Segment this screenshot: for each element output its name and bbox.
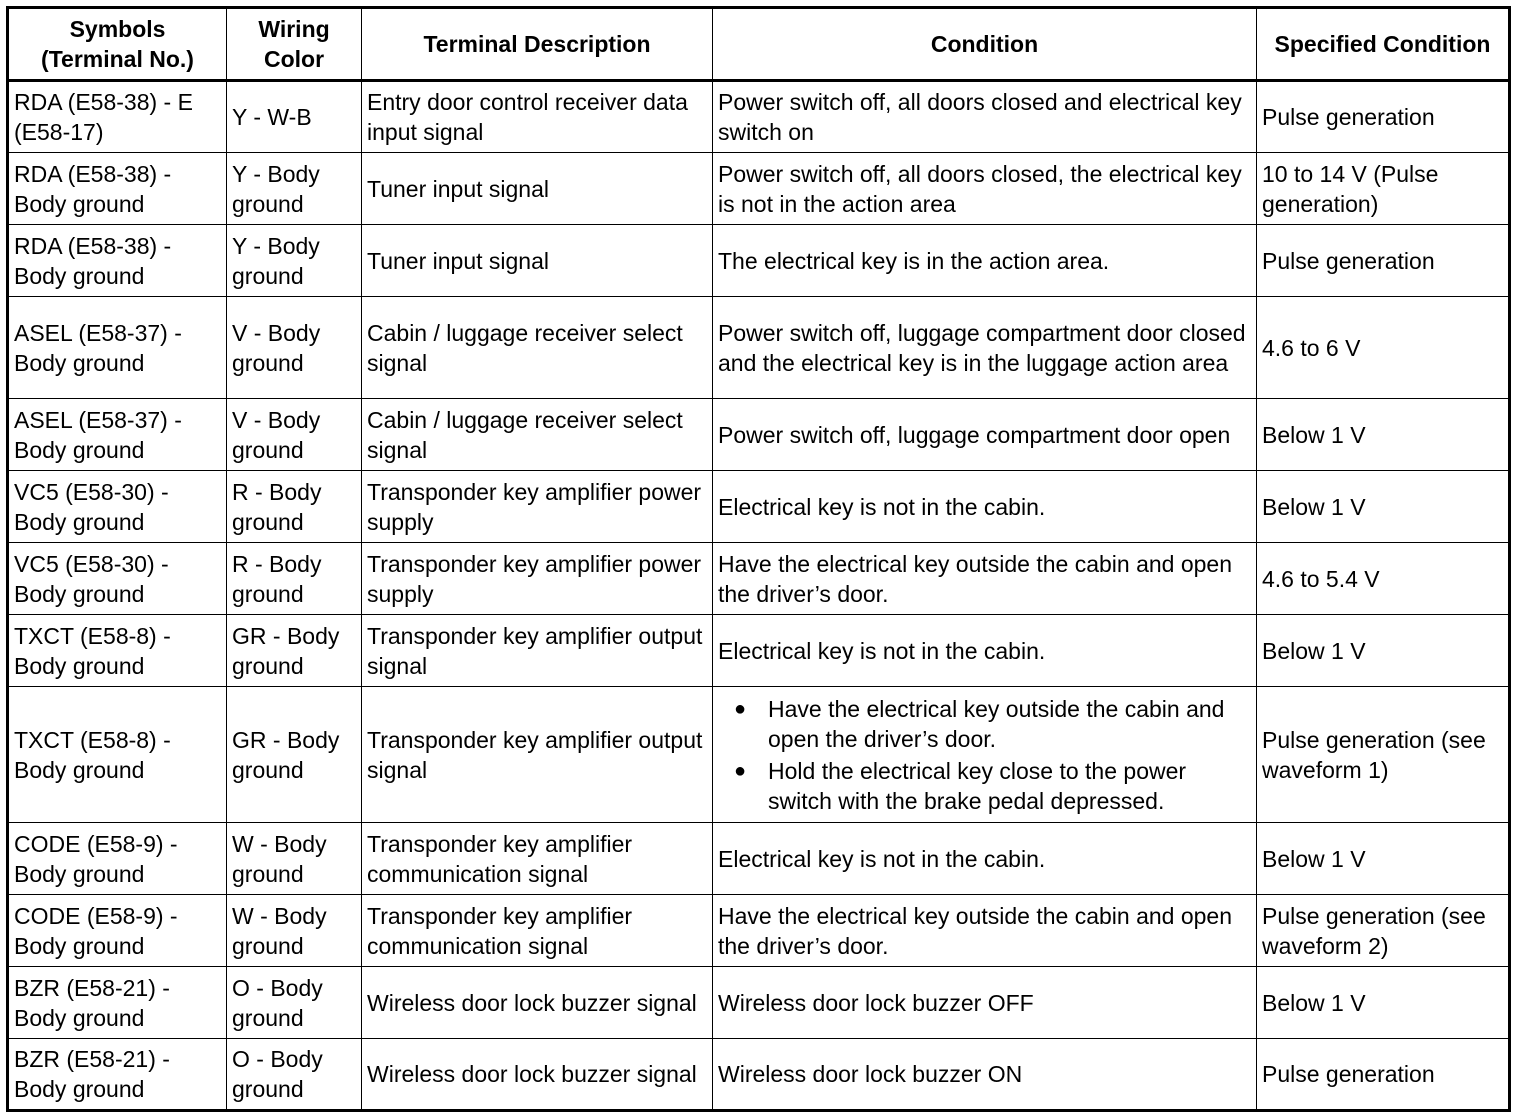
cell-symbols: RDA (E58-38) - Body ground xyxy=(8,225,227,297)
condition-list-item: ● Have the electrical key outside the cabin and open the driver’s door. xyxy=(718,694,1251,754)
cell-wiring-color: Y - W-B xyxy=(227,81,362,153)
table-header xyxy=(8,8,1510,81)
table-row xyxy=(8,823,1510,895)
cell-terminal-description: Transponder key amplifier power supply xyxy=(362,471,713,543)
cell-wiring-color: GR - Body ground xyxy=(227,615,362,687)
table-row xyxy=(8,1039,1510,1111)
header-row xyxy=(8,8,1510,81)
cell-terminal-description: Transponder key amplifier power supply xyxy=(362,543,713,615)
table-row xyxy=(8,687,1510,823)
cell-wiring-color: GR - Body ground xyxy=(227,687,362,823)
cell-specified-condition: Below 1 V xyxy=(1257,615,1510,687)
cell-specified-condition: Below 1 V xyxy=(1257,823,1510,895)
table-row xyxy=(8,615,1510,687)
header-wiring-line-2: Color xyxy=(263,46,325,72)
header-description-line-1: Terminal Description xyxy=(423,31,651,57)
cell-terminal-description: Wireless door lock buzzer signal xyxy=(362,1039,713,1111)
cell-condition: Power switch off, all doors closed, the electrical key is not in the action area xyxy=(713,153,1257,225)
cell-specified-condition: Below 1 V xyxy=(1257,471,1510,543)
cell-specified-condition: 4.6 to 6 V xyxy=(1257,297,1510,399)
cell-specified-condition: Pulse generation xyxy=(1257,1039,1510,1111)
cell-condition: The electrical key is in the action area. xyxy=(713,225,1257,297)
cell-wiring-color: O - Body ground xyxy=(227,967,362,1039)
cell-wiring-color: Y - Body ground xyxy=(227,225,362,297)
cell-symbols: BZR (E58-21) - Body ground xyxy=(8,967,227,1039)
table-row xyxy=(8,471,1510,543)
cell-symbols: TXCT (E58-8) - Body ground xyxy=(8,615,227,687)
header-symbols xyxy=(8,8,227,81)
cell-symbols: CODE (E58-9) - Body ground xyxy=(8,823,227,895)
condition-list xyxy=(718,694,1251,816)
cell-specified-condition: 10 to 14 V (Pulse generation) xyxy=(1257,153,1510,225)
cell-condition: Wireless door lock buzzer ON xyxy=(713,1039,1257,1111)
table-body xyxy=(8,81,1510,1111)
cell-symbols: RDA (E58-38) - E (E58-17) xyxy=(8,81,227,153)
cell-terminal-description: Cabin / luggage receiver select signal xyxy=(362,297,713,399)
cell-symbols: ASEL (E58-37) - Body ground xyxy=(8,399,227,471)
cell-specified-condition: Below 1 V xyxy=(1257,967,1510,1039)
cell-symbols: BZR (E58-21) - Body ground xyxy=(8,1039,227,1111)
table-row xyxy=(8,399,1510,471)
cell-wiring-color: W - Body ground xyxy=(227,823,362,895)
cell-wiring-color: W - Body ground xyxy=(227,895,362,967)
cell-wiring-color: V - Body ground xyxy=(227,297,362,399)
header-terminal-description xyxy=(362,8,713,81)
cell-symbols: RDA (E58-38) - Body ground xyxy=(8,153,227,225)
cell-condition: Power switch off, all doors closed and electrical key switch on xyxy=(713,81,1257,153)
cell-terminal-description: Transponder key amplifier output signal xyxy=(362,615,713,687)
cell-symbols: TXCT (E58-8) - Body ground xyxy=(8,687,227,823)
cell-condition: Have the electrical key outside the cabin and open the driver’s door. xyxy=(713,895,1257,967)
cell-wiring-color: O - Body ground xyxy=(227,1039,362,1111)
cell-symbols: VC5 (E58-30) - Body ground xyxy=(8,471,227,543)
condition-list-item: ● Hold the electrical key close to the power switch with the brake pedal depressed. xyxy=(718,756,1251,816)
cell-wiring-color: R - Body ground xyxy=(227,471,362,543)
header-condition-line-1: Condition xyxy=(930,31,1039,57)
header-specified-line-1: Specified Condition xyxy=(1274,31,1491,57)
table-row xyxy=(8,967,1510,1039)
cell-condition: Electrical key is not in the cabin. xyxy=(713,471,1257,543)
header-condition xyxy=(713,8,1257,81)
cell-wiring-color: R - Body ground xyxy=(227,543,362,615)
cell-symbols: CODE (E58-9) - Body ground xyxy=(8,895,227,967)
cell-condition: Electrical key is not in the cabin. xyxy=(713,615,1257,687)
cell-wiring-color: Y - Body ground xyxy=(227,153,362,225)
cell-condition: Have the electrical key outside the cabin and open the driver’s door. xyxy=(713,543,1257,615)
cell-terminal-description: Transponder key amplifier communication signal xyxy=(362,895,713,967)
cell-condition: Power switch off, luggage compartment door closed and the electrical key is in the luggage action area xyxy=(713,297,1257,399)
table-row xyxy=(8,225,1510,297)
cell-wiring-color: V - Body ground xyxy=(227,399,362,471)
cell-terminal-description: Transponder key amplifier communication signal xyxy=(362,823,713,895)
cell-symbols: ASEL (E58-37) - Body ground xyxy=(8,297,227,399)
cell-specified-condition: Pulse generation xyxy=(1257,225,1510,297)
table-row xyxy=(8,895,1510,967)
cell-terminal-description: Cabin / luggage receiver select signal xyxy=(362,399,713,471)
table-row xyxy=(8,543,1510,615)
header-wiring-color xyxy=(227,8,362,81)
cell-specified-condition: 4.6 to 5.4 V xyxy=(1257,543,1510,615)
cell-specified-condition: Pulse generation (see waveform 1) xyxy=(1257,687,1510,823)
cell-specified-condition: Below 1 V xyxy=(1257,399,1510,471)
cell-condition: Power switch off, luggage compartment door open xyxy=(713,399,1257,471)
cell-condition xyxy=(713,687,1257,823)
terminal-table xyxy=(6,6,1511,1112)
table-row xyxy=(8,81,1510,153)
cell-specified-condition: Pulse generation xyxy=(1257,81,1510,153)
header-specified-condition xyxy=(1257,8,1510,81)
cell-terminal-description: Wireless door lock buzzer signal xyxy=(362,967,713,1039)
cell-condition: Wireless door lock buzzer OFF xyxy=(713,967,1257,1039)
cell-condition: Electrical key is not in the cabin. xyxy=(713,823,1257,895)
cell-terminal-description: Transponder key amplifier output signal xyxy=(362,687,713,823)
header-wiring-line-1: Wiring xyxy=(258,16,330,42)
table-row xyxy=(8,153,1510,225)
cell-symbols: VC5 (E58-30) - Body ground xyxy=(8,543,227,615)
header-symbols-line-1: Symbols xyxy=(69,16,166,42)
cell-specified-condition: Pulse generation (see waveform 2) xyxy=(1257,895,1510,967)
cell-terminal-description: Tuner input signal xyxy=(362,153,713,225)
cell-terminal-description: Entry door control receiver data input signal xyxy=(362,81,713,153)
cell-terminal-description: Tuner input signal xyxy=(362,225,713,297)
header-symbols-line-2: (Terminal No.) xyxy=(41,46,194,72)
table-row xyxy=(8,297,1510,399)
